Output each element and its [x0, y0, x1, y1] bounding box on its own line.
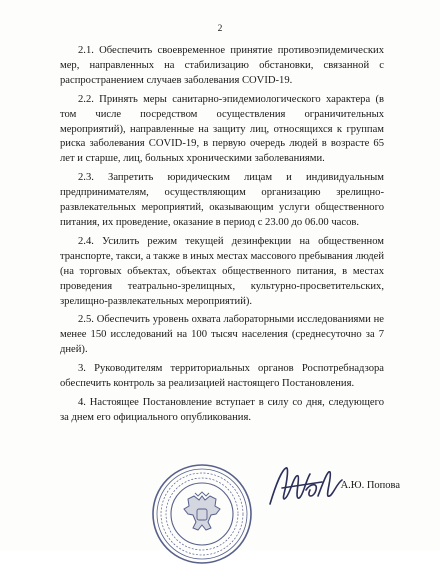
signer-name: А.Ю. Попова	[340, 480, 400, 491]
paragraph-2-3: 2.3. Запретить юридическим лицам и индивидуальным предпринимателям, осуществляющим организацию зрелищно-развлекательных мероприятий, оказывающим услуги общественного питания, их проведение, оказание в период с 23.00 до 06.00 часов.	[60, 172, 384, 228]
paragraph-2-1: 2.1. Обеспечить своевременное принятие противоэпидемических мер, направленных на стабилизацию обстановки, связанной с распространением случаев заболевания COVID-19.	[60, 45, 384, 86]
paragraph-3: 3. Руководителям территориальных органов Роспотребнадзора обеспечить контроль за реализацией настоящего Постановления.	[60, 363, 384, 390]
paragraph-2-5: 2.5. Обеспечить уровень охвата лабораторными исследованиями не менее 150 исследований на 100 тысяч населения (среднесуточно за 7 дней).	[60, 314, 384, 356]
official-seal-icon	[150, 462, 254, 566]
paragraph-2-2: 2.2. Принять меры санитарно-эпидемиологического характера (в том числе посредством осуществления ограничительных мероприятий), направленные на защиту лиц, относящихся к группам риска заболевания COVID-19, в первую очередь людей в возрасте 65 лет и старше, лиц, больных хроническими заболеваниями.	[60, 93, 384, 165]
signature-block	[0, 458, 440, 550]
page-number: 2	[217, 24, 223, 34]
paragraph-4: 4. Настоящее Постановление вступает в силу со дня, следующего за днем его официального опубликования.	[60, 396, 384, 423]
handwritten-signature-icon	[262, 460, 352, 520]
document-body	[60, 44, 384, 430]
paragraph-2-4: 2.4. Усилить режим текущей дезинфекции на общественном транспорте, такси, а также в иных местах массового пребывания людей (на торговых объектах, объектах общественного питания, в местах проведения театрально-зрелищных, культурно-просветительских, зрелищно-развлекательных мероприятий).	[60, 235, 384, 307]
